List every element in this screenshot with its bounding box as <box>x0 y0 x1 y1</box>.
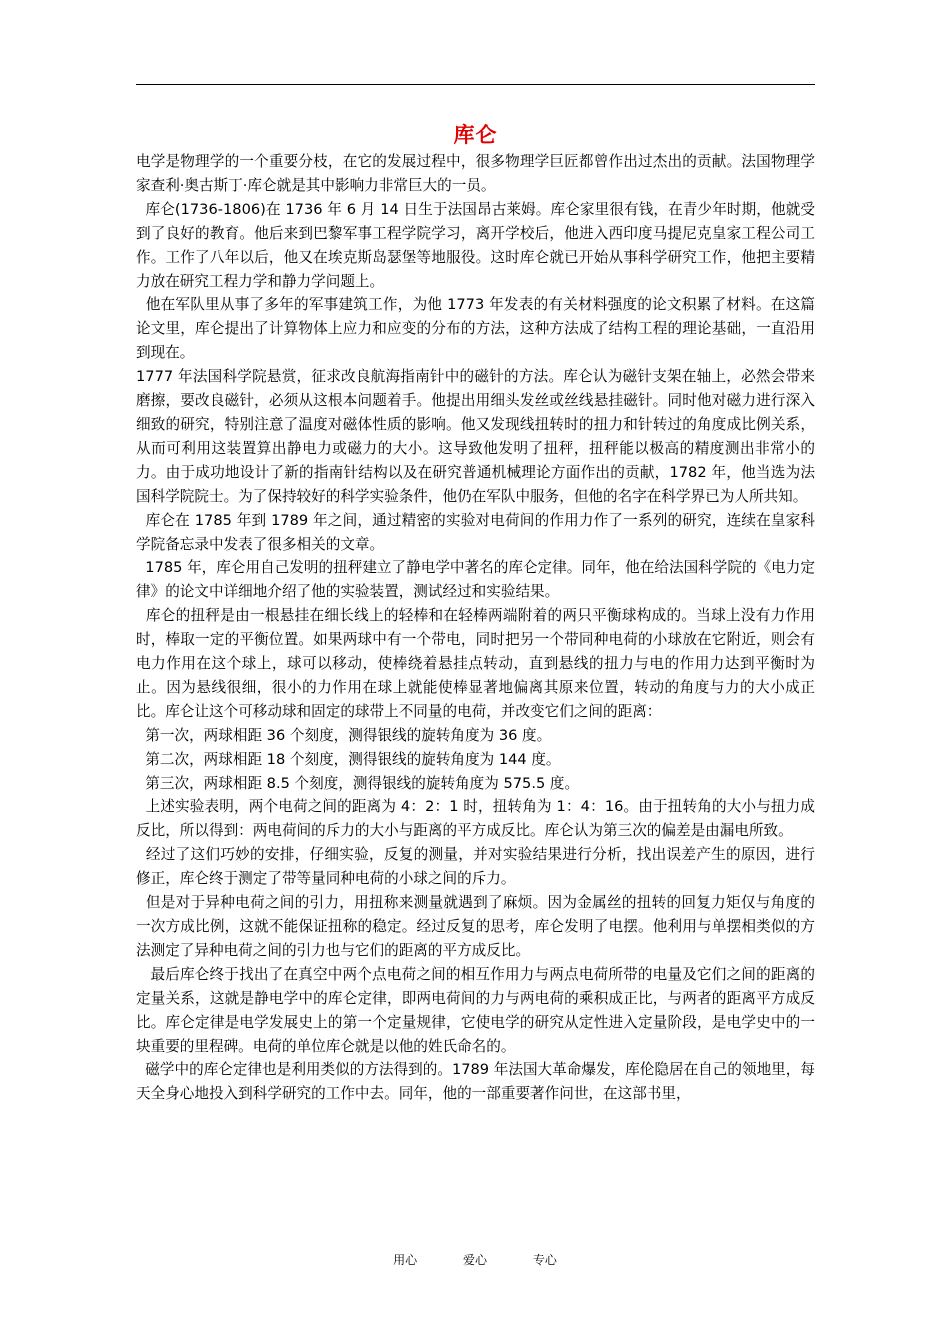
paragraph: 1785 年，库仑用自己发明的扭秤建立了静电学中著名的库仑定律。同年，他在给法国科学院的《电力定律》的论文中详细地介绍了他的实验装置，测试经过和实验结果。 <box>136 559 815 601</box>
paragraph: 最后库仑终于找出了在真空中两个点电荷之间的相互作用力与两点电荷所带的电量及它们之间的距离的定量关系，这就是静电学中的库仑定律，即两电荷间的力与两电荷的乘积成正比，与两者的距离平方成反比。库仑定律是电学发展史上的第一个定量规律，它使电学的研究从定性进入定量阶段，是电学史中的一块重要的里程碑。电荷的单位库仑就是以他的姓氏命名的。 <box>136 965 815 1055</box>
paragraph: 库仑的扭秤是由一根悬挂在细长线上的轻棒和在轻棒两端附着的两只平衡球构成的。当球上没有力作用时，棒取一定的平衡位置。如果两球中有一个带电，同时把另一个带同种电荷的小球放在它附近，则会有电力作用在这个球上，球可以移动，使棒绕着悬挂点转动，直到悬线的扭力与电的作用力达到平衡时为止。因为悬线很细，很小的力作用在球上就能使棒显著地偏离其原来位置，转动的角度与力的大小成正比。库仑让这个可移动球和固定的球带上不同量的电荷，并改变它们之间的距离： <box>136 607 815 720</box>
header-rule <box>136 84 815 85</box>
paragraph: 电学是物理学的一个重要分枝，在它的发展过程中，很多物理学巨匠都曾作出过杰出的贡献。法国物理学家查利·奥古斯丁·库仑就是其中影响力非常巨大的一员。 <box>136 153 815 194</box>
document-body <box>136 150 815 1106</box>
page-title: 库仑 <box>453 123 498 147</box>
paragraph: 上述实验表明，两个电荷之间的距离为 4：2：1 时，扭转角为 1：4：16。由于扭转角的大小与扭力成反比，所以得到：两电荷间的斥力的大小与距离的平方成反比。库仑认为第三次的偏差是由漏电所致。 <box>136 798 816 840</box>
footer-text-left: 用心 <box>393 1253 418 1267</box>
paragraph: 第三次，两球相距 8.5 个刻度，测得银线的旋转角度为 575.5 度。 <box>136 774 580 792</box>
paragraph: 经过了这们巧妙的安排，仔细实验，反复的测量，并对实验结果进行分析，找出误差产生的原因，进行修正，库仑终于测定了带等量同种电荷的小球之间的斥力。 <box>136 846 815 888</box>
paragraph: 磁学中的库仑定律也是利用类似的方法得到的。1789 年法国大革命爆发，库伦隐居在自己的领地里，每天全身心地投入到科学研究的工作中去。同年，他的一部重要著作问世，在这部书里， <box>136 1061 815 1103</box>
footer-text-middle: 爱心 <box>462 1253 487 1267</box>
paragraph: 第一次，两球相距 36 个刻度，测得银线的旋转角度为 36 度。 <box>136 726 552 744</box>
paragraph: 但是对于异种电荷之间的引力，用扭称来测量就遇到了麻烦。因为金属丝的扭转的回复力矩仅与角度的一次方成比例，这就不能保证扭称的稳定。经过反复的思考，库仑发明了电摆。他利用与单摆相类似的方法测定了异种电荷之间的引力也与它们的距离的平方成反比。 <box>136 894 815 959</box>
paragraph: 1777 年法国科学院悬赏，征求改良航海指南针中的磁针的方法。库仑认为磁针支架在轴上，必然会带来磨擦，要改良磁针，必须从这根本问题着手。他提出用细头发丝或丝线悬挂磁针。同时他对磁力进行深入细致的研究，特别注意了温度对磁体性质的影响。他又发现线扭转时的扭力和针转过的角度成比例关系，从而可利用这装置算出静电力或磁力的大小。这导致他发明了扭秤，扭秤能以极高的精度测出非常小的力。由于成功地设计了新的指南针结构以及在研究普通机械理论方面作出的贡献，1782 年，他当选为法国科学院院士。为了保持较好的科学实验条件，他仍在军队中服务，但他的名字在科学界已为人所共知。 <box>136 368 815 505</box>
paragraph: 第二次，两球相距 18 个刻度，测得银线的旋转角度为 144 度。 <box>136 750 561 768</box>
page-footer <box>0 1251 950 1268</box>
paragraph: 他在军队里从事了多年的军事建筑工作，为他 1773 年发表的有关材料强度的论文积累了材料。在这篇论文里，库仑提出了计算物体上应力和应变的分布的方法，这种方法成了结构工程的理论基础，一直沿用到现在。 <box>136 296 816 362</box>
paragraph: 库仑(1736-1806)在 1736 年 6 月 14 日生于法国昂古莱姆。库仑家里很有钱，在青少年时期，他就受到了良好的教育。他后来到巴黎军事工程学院学习，离开学校后，他进入西印度马提尼克皇家工程公司工作。工作了八年以后，他又在埃克斯岛瑟堡等地服役。这时库仑就已开始从事科学研究工作，他把主要精力放在研究工程力学和静力学问题上。 <box>136 200 816 290</box>
paragraph: 库仑在 1785 年到 1789 年之间，通过精密的实验对电荷间的作用力作了一系列的研究，连续在皇家科学院备忘录中发表了很多相关的文章。 <box>136 511 816 553</box>
footer-text-right: 专心 <box>532 1253 557 1267</box>
